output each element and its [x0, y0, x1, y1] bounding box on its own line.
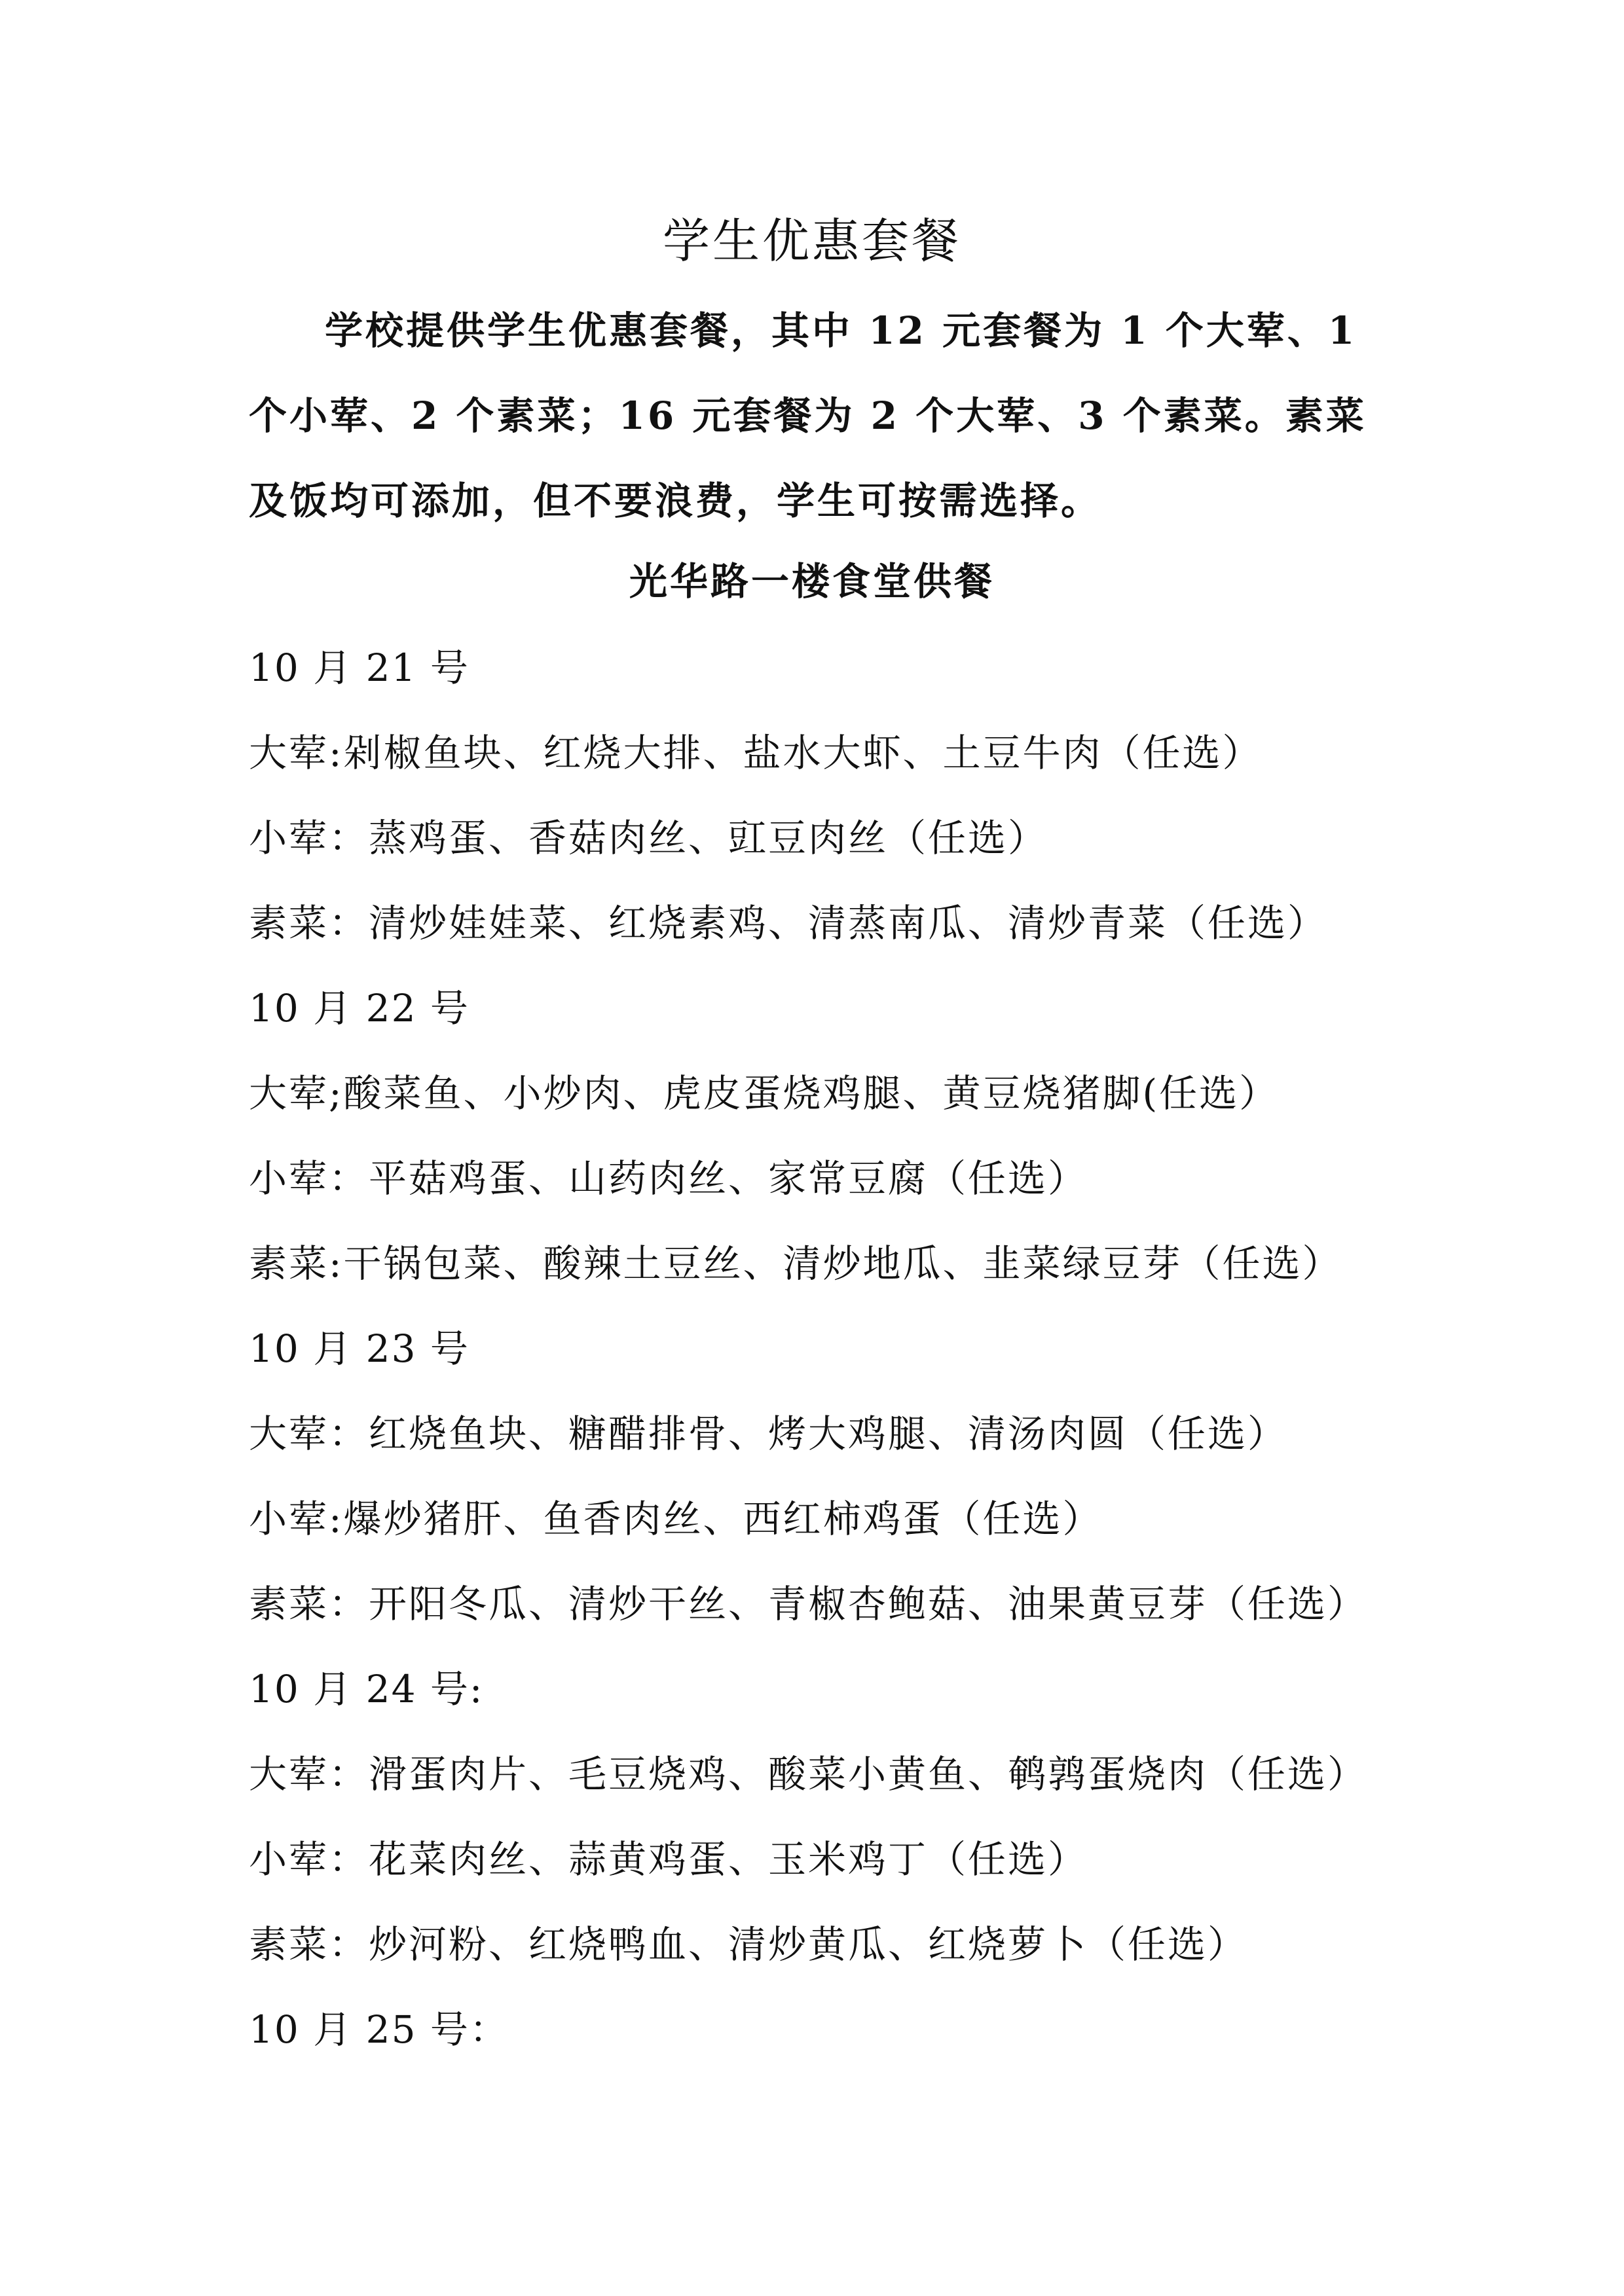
- small-meat-line: 小荤:爆炒猪肝、鱼香肉丝、西红柿鸡蛋（任选）: [249, 1497, 1103, 1541]
- small-meat-line: 小荤：蒸鸡蛋、香菇肉丝、豇豆肉丝（任选）: [249, 816, 1048, 860]
- menu-list: [249, 635, 1428, 2082]
- date-heading: 10 月 25 号：: [249, 2007, 509, 2052]
- vegetable-line: 素菜:干锅包菜、酸辣土豆丝、清炒地瓜、韭菜绿豆芽（任选）: [249, 1241, 1342, 1286]
- big-meat-line: 大荤;酸菜鱼、小炒肉、虎皮蛋烧鸡腿、黄豆烧猪脚(任选）: [249, 1071, 1280, 1116]
- intro-paragraph: 学校提供学生优惠套餐，其中 12 元套餐为 1 个大荤、1 个小荤、2 个素菜；16 元套餐为 2 个大荤、3 个素菜。素菜及饭均可添加，但不要浪费，学生可按需选择。: [249, 308, 1367, 523]
- page-title: 学生优惠套餐: [662, 213, 961, 268]
- date-heading: 10 月 24 号:: [249, 1667, 484, 1711]
- vegetable-line: 素菜：开阳冬瓜、清炒干丝、青椒杏鲍菇、油果黄豆芽（任选）: [249, 1582, 1368, 1626]
- small-meat-line: 小荤：花菜肉丝、蒜黄鸡蛋、玉米鸡丁（任选）: [249, 1837, 1088, 1882]
- canteen-subtitle: 光华路一楼食堂供餐: [629, 559, 995, 604]
- big-meat-line: 大荤：滑蛋肉片、毛豆烧鸡、酸菜小黄鱼、鹌鹑蛋烧肉（任选）: [249, 1752, 1368, 1796]
- vegetable-line: 素菜：炒河粉、红烧鸭血、清炒黄瓜、红烧萝卜（任选）: [249, 1922, 1248, 1967]
- small-meat-line: 小荤：平菇鸡蛋、山药肉丝、家常豆腐（任选）: [249, 1156, 1088, 1201]
- big-meat-line: 大荤：红烧鱼块、糖醋排骨、烤大鸡腿、清汤肉圆（任选）: [249, 1412, 1288, 1456]
- vegetable-line: 素菜：清炒娃娃菜、红烧素鸡、清蒸南瓜、清炒青菜（任选）: [249, 901, 1328, 945]
- date-heading: 10 月 22 号: [249, 986, 470, 1030]
- date-heading: 10 月 21 号: [249, 646, 470, 690]
- big-meat-line: 大荤:剁椒鱼块、红烧大排、盐水大虾、土豆牛肉（任选）: [249, 731, 1263, 775]
- date-heading: 10 月 23 号: [249, 1326, 470, 1371]
